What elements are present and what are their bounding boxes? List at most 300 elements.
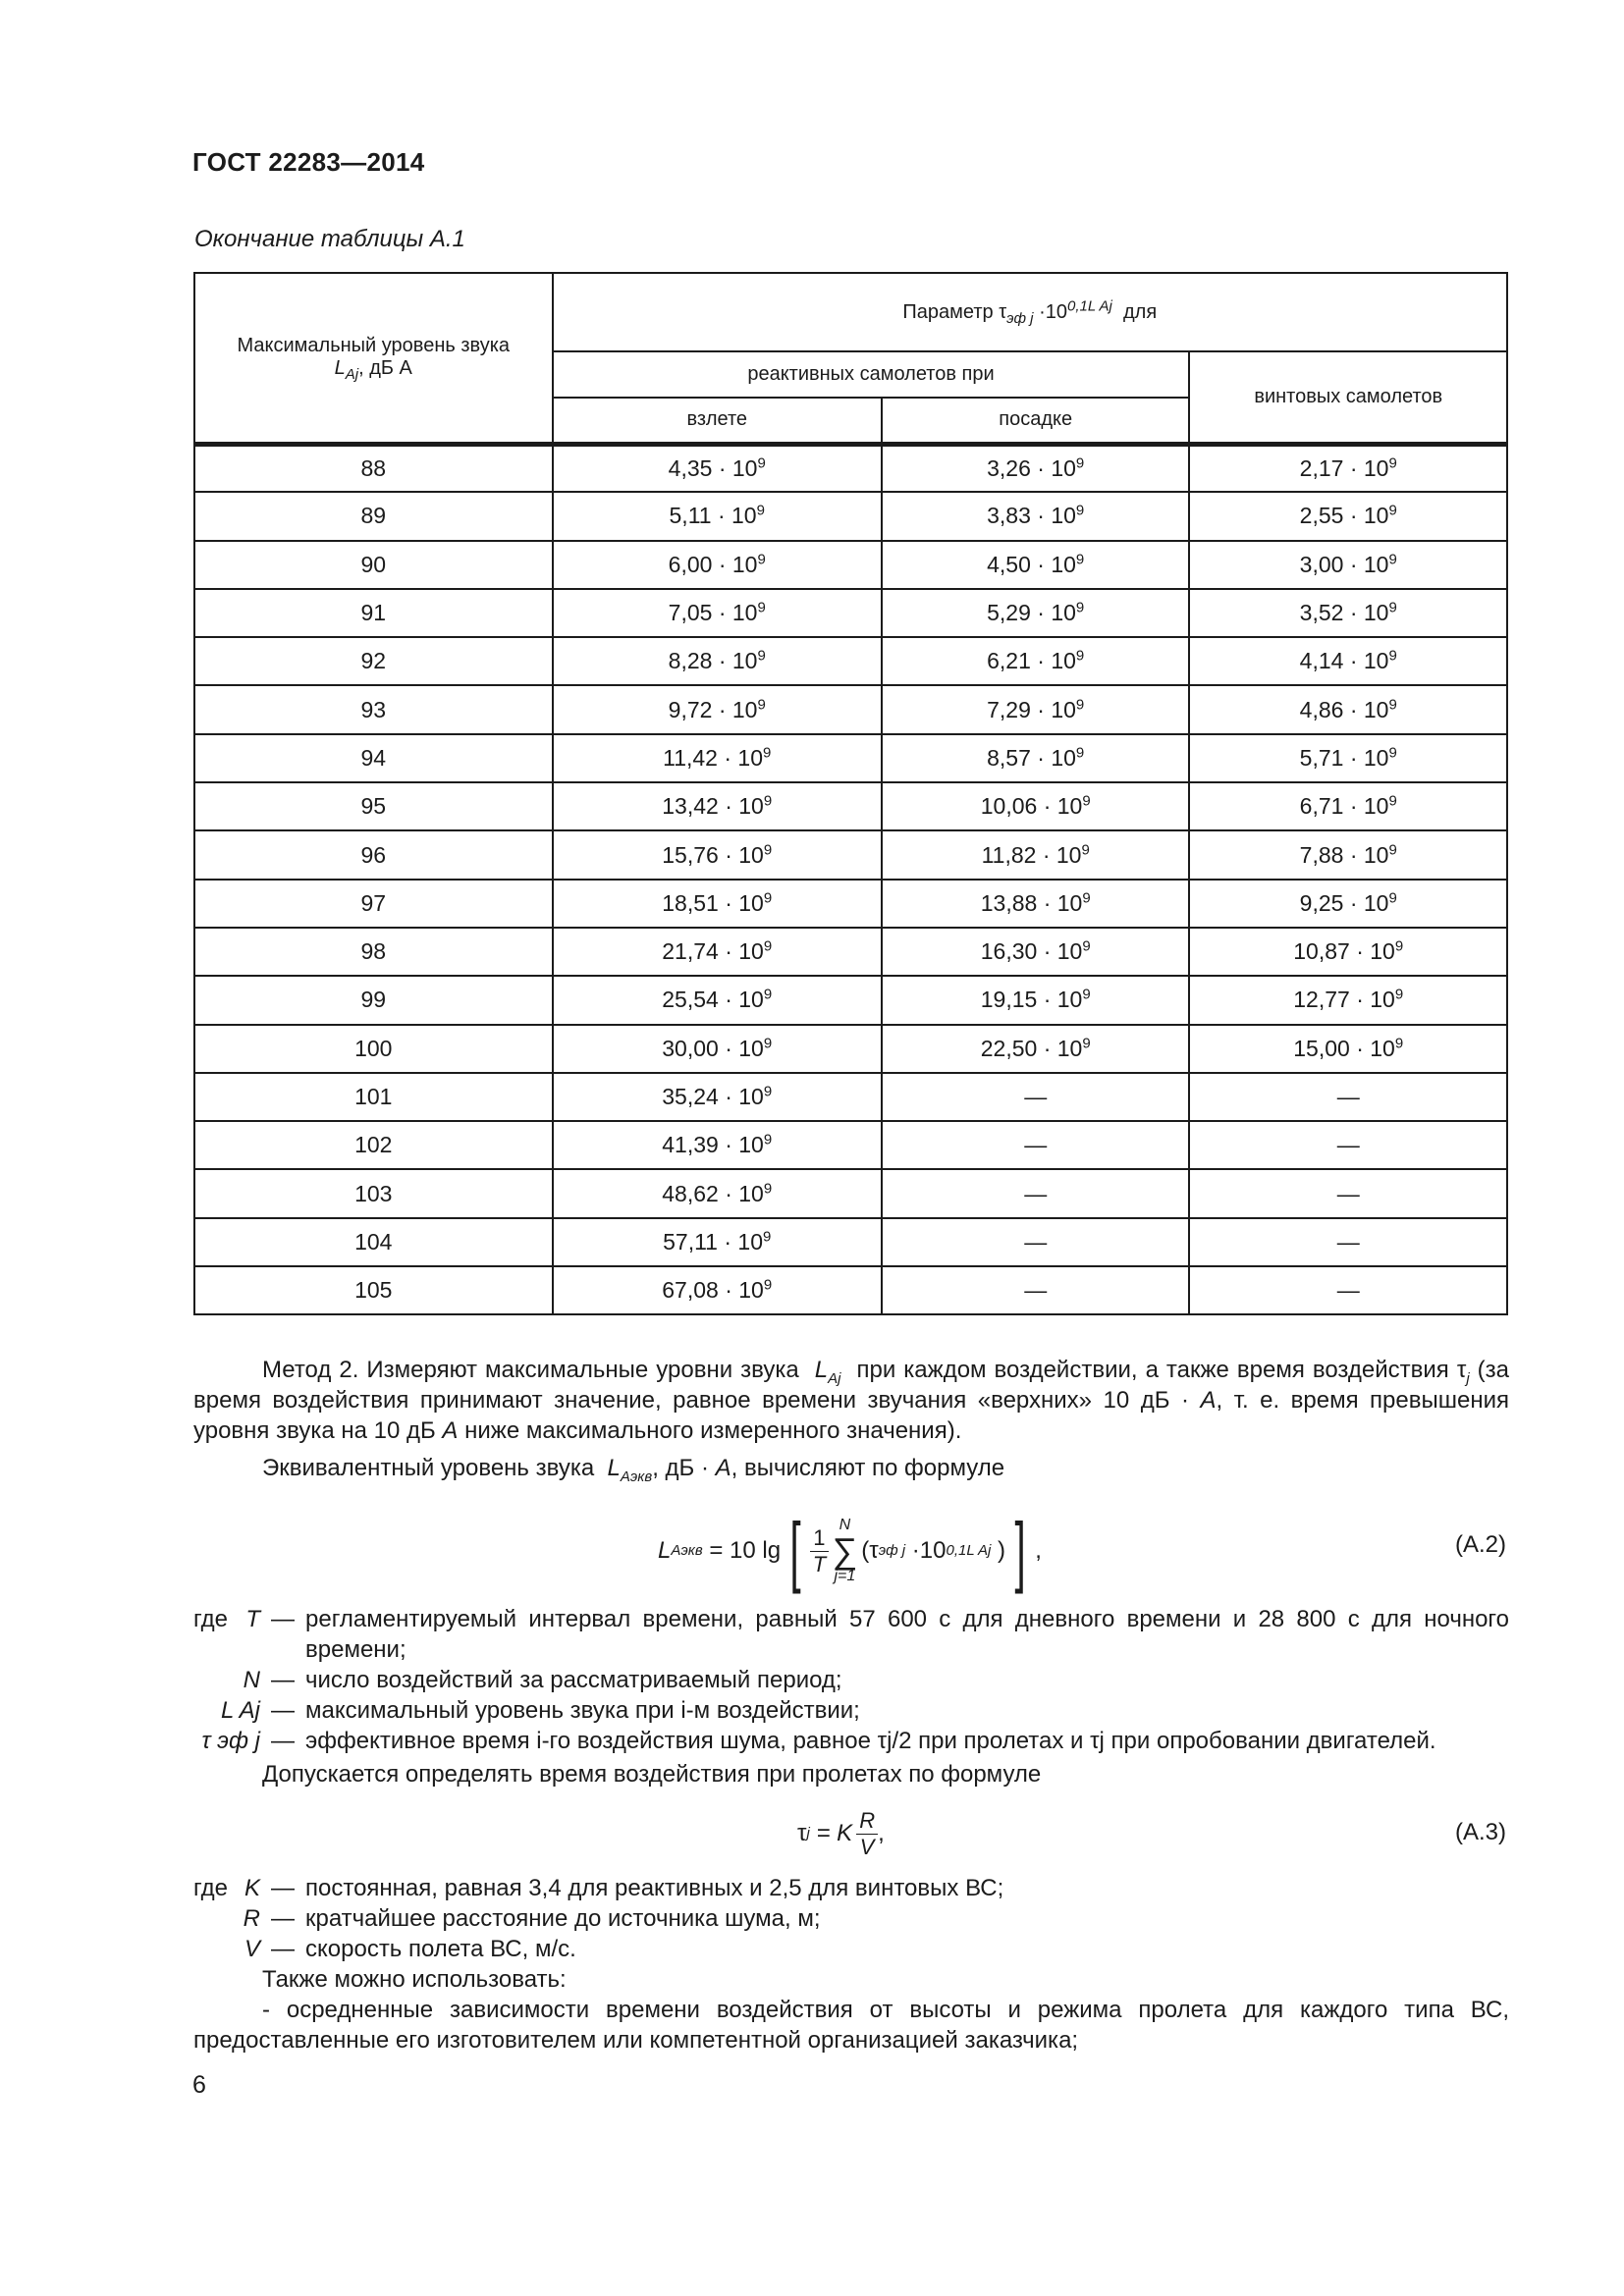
cell-takeoff — [553, 1025, 882, 1073]
cell-landing-exp-base: · 10 — [1037, 503, 1076, 529]
formula-a2-lhs: L — [658, 1537, 672, 1564]
cell-prop-exp-power: 9 — [1388, 502, 1397, 519]
cell-landing-value: 5,29 — [987, 600, 1031, 626]
header-prop: винтовых самолетов — [1189, 351, 1507, 444]
cell-takeoff — [553, 928, 882, 976]
definition-symbol: V — [244, 1936, 260, 1962]
cell-level-value: 103 — [354, 1180, 393, 1206]
header-parameter — [553, 273, 1507, 351]
cell-level — [194, 492, 553, 540]
cell-takeoff-exp-base: · 10 — [718, 600, 758, 626]
cell-landing-value: — — [1024, 1228, 1048, 1255]
table-row — [194, 1121, 1507, 1169]
cell-takeoff-exp-base: · 10 — [717, 503, 757, 529]
definitions-list-1 — [193, 1604, 1509, 1756]
cell-landing — [882, 782, 1190, 830]
cell-landing-exp-power: 9 — [1075, 454, 1085, 472]
header-max-level-symbol: L — [334, 357, 346, 380]
cell-prop-exp-power: 9 — [1394, 1035, 1404, 1052]
cell-landing — [882, 734, 1190, 782]
definition-text: постоянная, равная 3,4 для реактивных и 2,5 для винтовых ВС; — [305, 1875, 1004, 1901]
formula-a3-frac-num: R — [856, 1810, 878, 1835]
header-max-level-label: Максимальный уровень звука — [237, 335, 511, 357]
cell-prop-value: — — [1336, 1180, 1360, 1206]
definition-row-L — [193, 1695, 1509, 1726]
definition-dash: — — [271, 1936, 295, 1962]
cell-prop-value: 4,14 — [1299, 648, 1344, 674]
cell-landing-exp-base: · 10 — [1043, 793, 1083, 820]
equiv-text-a: Эквивалентный уровень звука — [262, 1455, 595, 1481]
cell-level — [194, 1169, 553, 1217]
cell-level-value: 89 — [360, 503, 387, 529]
cell-takeoff-exp-base: · 10 — [725, 1084, 764, 1109]
cell-takeoff-exp-power: 9 — [763, 744, 772, 762]
definition-text: эффективное время i-го воздействия шума, равное τj/2 при пролетах и τj при опробовании двигателей. — [305, 1728, 1436, 1754]
formula-a2-frac-num: 1 — [810, 1527, 828, 1552]
cell-level-value: 98 — [360, 938, 387, 965]
cell-prop — [1189, 1218, 1507, 1266]
cell-takeoff-exp-power: 9 — [763, 1276, 773, 1294]
cell-landing-exp-power: 9 — [1075, 599, 1085, 616]
cell-prop — [1189, 1169, 1507, 1217]
header-max-level-subscript: Aj — [345, 366, 359, 384]
method2-text-e: ниже максимального измеренного значения). — [464, 1417, 962, 1444]
table-row — [194, 976, 1507, 1024]
cell-landing-exp-power: 9 — [1082, 1035, 1091, 1052]
cell-level-value: 101 — [354, 1084, 393, 1109]
cell-level — [194, 1218, 553, 1266]
cell-takeoff — [553, 637, 882, 685]
cell-takeoff-exp-base: · 10 — [725, 1132, 764, 1158]
cell-landing — [882, 1073, 1190, 1121]
cell-takeoff — [553, 976, 882, 1024]
cell-prop-exp-power: 9 — [1388, 792, 1397, 810]
header-parameter-exponent: 0,1L Aj — [1066, 296, 1112, 314]
cell-level-value: 97 — [360, 889, 387, 916]
cell-takeoff-value: 67,08 — [662, 1277, 719, 1304]
formula-a2-eq: = 10 lg — [709, 1537, 782, 1564]
cell-level — [194, 928, 553, 976]
method2-symbol-L-subscript: Aj — [828, 1369, 841, 1387]
definition-symbol: K — [244, 1875, 260, 1901]
cell-landing — [882, 492, 1190, 540]
cell-landing — [882, 444, 1190, 492]
formula-a2-sum-bottom: j=1 — [834, 1568, 856, 1584]
header-landing: посадке — [882, 398, 1190, 444]
cell-prop-exp-power: 9 — [1388, 695, 1397, 713]
cell-landing-value: 4,50 — [987, 551, 1031, 577]
definition-text: скорость полета ВС, м/с. — [305, 1936, 576, 1962]
cell-level-value: 88 — [360, 454, 387, 481]
cell-prop-value: — — [1336, 1277, 1360, 1304]
cell-landing-value: 22,50 — [980, 1035, 1038, 1061]
formula-a2-right-bracket: ] — [1014, 1507, 1026, 1594]
cell-takeoff — [553, 444, 882, 492]
cell-landing — [882, 1218, 1190, 1266]
formula-a3-lhs: τ — [797, 1820, 807, 1846]
cell-takeoff-exp-power: 9 — [763, 937, 773, 955]
equivalent-level-paragraph — [193, 1453, 1509, 1483]
table-row — [194, 1025, 1507, 1073]
cell-takeoff-value: 8,28 — [668, 648, 713, 674]
cell-prop-value: 3,52 — [1299, 600, 1344, 626]
cell-prop — [1189, 1121, 1507, 1169]
cell-takeoff-exp-base: · 10 — [724, 1228, 764, 1255]
cell-prop-value: 6,71 — [1299, 793, 1344, 820]
cell-takeoff-exp-power: 9 — [763, 1083, 773, 1100]
method2-text-c: (за время воздействия принимают значение, равное времени звучания «верхних» 10 дБ · — [193, 1357, 1510, 1414]
equiv-A: А — [715, 1455, 731, 1481]
formula-a2-sum-top: N — [839, 1517, 851, 1533]
cell-level — [194, 1073, 553, 1121]
cell-prop-value: 10,87 — [1293, 938, 1350, 965]
cell-prop-exp-base: · 10 — [1349, 744, 1389, 771]
equiv-text-b: , дБ · — [652, 1455, 709, 1481]
header-parameter-suffix: для — [1122, 300, 1158, 323]
table-row — [194, 589, 1507, 637]
formula-a2-left-bracket: [ — [789, 1507, 801, 1594]
method2-text-a: Метод 2. Измеряют максимальные уровни звука — [262, 1357, 799, 1383]
table-row — [194, 734, 1507, 782]
cell-takeoff — [553, 1073, 882, 1121]
cell-landing-exp-power: 9 — [1075, 647, 1085, 665]
cell-takeoff — [553, 734, 882, 782]
cell-takeoff-exp-power: 9 — [757, 454, 766, 472]
definitions-list-2 — [193, 1873, 1509, 1964]
definition-dash: — — [271, 1667, 295, 1693]
cell-takeoff-exp-power: 9 — [763, 1131, 773, 1148]
cell-landing-exp-base: · 10 — [1043, 938, 1083, 965]
cell-landing-exp-base: · 10 — [1037, 600, 1076, 626]
cell-takeoff-exp-base: · 10 — [718, 696, 758, 722]
cell-landing-value: 19,15 — [980, 987, 1038, 1013]
cell-landing-value: 8,57 — [987, 744, 1031, 771]
cell-level — [194, 976, 553, 1024]
cell-prop — [1189, 589, 1507, 637]
cell-takeoff-exp-power: 9 — [757, 599, 766, 616]
cell-takeoff-exp-base: · 10 — [725, 938, 764, 965]
header-parameter-tau: τ — [999, 300, 1007, 323]
definition-row-N — [193, 1665, 1509, 1695]
cell-level-value: 96 — [360, 841, 387, 868]
table-row — [194, 928, 1507, 976]
cell-landing-exp-power: 9 — [1082, 889, 1091, 907]
cell-prop-exp-base: · 10 — [1349, 696, 1389, 722]
cell-prop-exp-power: 9 — [1388, 551, 1397, 568]
cell-takeoff-exp-base: · 10 — [718, 648, 758, 674]
table-row — [194, 541, 1507, 589]
cell-prop-value: 7,88 — [1299, 841, 1344, 868]
cell-takeoff — [553, 830, 882, 879]
cell-level — [194, 782, 553, 830]
cell-takeoff-exp-base: · 10 — [725, 793, 764, 820]
cell-takeoff-exp-power: 9 — [763, 1035, 773, 1052]
cell-prop-value: 5,71 — [1299, 744, 1344, 771]
header-parameter-mult: ·10 — [1039, 300, 1067, 323]
cell-takeoff-exp-base: · 10 — [725, 1035, 764, 1061]
cell-landing-exp-power: 9 — [1075, 695, 1085, 713]
cell-takeoff-exp-base: · 10 — [718, 454, 758, 481]
cell-prop — [1189, 928, 1507, 976]
cell-takeoff — [553, 541, 882, 589]
cell-takeoff — [553, 1121, 882, 1169]
cell-landing-exp-base: · 10 — [1037, 454, 1076, 481]
definition-dash: — — [271, 1697, 295, 1724]
cell-level-value: 102 — [354, 1132, 393, 1158]
cell-landing — [882, 637, 1190, 685]
cell-takeoff-exp-base: · 10 — [725, 841, 764, 868]
cell-prop-exp-base: · 10 — [1349, 841, 1389, 868]
cell-prop — [1189, 1073, 1507, 1121]
method2-tau-subscript: j — [1466, 1369, 1470, 1387]
cell-prop-exp-base: · 10 — [1349, 889, 1389, 916]
definition-text: максимальный уровень звука при i-м воздействии; — [305, 1697, 860, 1724]
cell-prop-value: 9,25 — [1299, 889, 1344, 916]
cell-prop-exp-base: · 10 — [1356, 938, 1395, 965]
table-row — [194, 1073, 1507, 1121]
cell-takeoff-exp-power: 9 — [763, 1179, 773, 1197]
cell-prop-value: 2,17 — [1299, 454, 1344, 481]
formula-a3-tail: , — [878, 1820, 885, 1846]
formula-a2-close: ) — [998, 1537, 1006, 1564]
cell-level-value: 92 — [360, 648, 387, 674]
cell-prop — [1189, 1025, 1507, 1073]
cell-prop-exp-base: · 10 — [1349, 648, 1389, 674]
cell-landing-value: 13,88 — [980, 889, 1038, 916]
cell-landing — [882, 1169, 1190, 1217]
cell-takeoff-exp-power: 9 — [763, 1228, 772, 1246]
cell-prop — [1189, 541, 1507, 589]
cell-prop-exp-power: 9 — [1388, 840, 1397, 858]
cell-takeoff-exp-base: · 10 — [724, 744, 764, 771]
cell-landing-exp-power: 9 — [1082, 986, 1091, 1003]
cell-landing — [882, 830, 1190, 879]
cell-takeoff-exp-base: · 10 — [718, 551, 758, 577]
cell-takeoff — [553, 1169, 882, 1217]
cell-level — [194, 830, 553, 879]
cell-landing-value: — — [1024, 1132, 1048, 1158]
cell-takeoff-value: 5,11 — [669, 503, 712, 529]
cell-prop-exp-power: 9 — [1388, 454, 1397, 472]
definitions-where-label: где — [193, 1606, 229, 1632]
cell-level-value: 105 — [354, 1277, 393, 1304]
cell-landing — [882, 1025, 1190, 1073]
cell-takeoff-value: 48,62 — [662, 1180, 719, 1206]
cell-level — [194, 637, 553, 685]
cell-takeoff-exp-base: · 10 — [725, 1180, 764, 1206]
cell-level — [194, 1025, 553, 1073]
cell-landing — [882, 685, 1190, 733]
cell-prop-exp-base: · 10 — [1356, 1035, 1395, 1061]
cell-prop — [1189, 444, 1507, 492]
cell-prop-value: 4,86 — [1299, 696, 1344, 722]
cell-landing-value: 6,21 — [987, 648, 1031, 674]
cell-prop-value: — — [1336, 1084, 1360, 1109]
cell-landing-exp-power: 9 — [1075, 744, 1085, 762]
definitions-where-label: где — [193, 1875, 229, 1901]
cell-takeoff-exp-power: 9 — [756, 502, 765, 519]
cell-landing — [882, 1121, 1190, 1169]
cell-takeoff-value: 41,39 — [662, 1132, 719, 1158]
formula-a2-mult: ·10 — [911, 1537, 947, 1564]
cell-prop-value: 15,00 — [1293, 1035, 1350, 1061]
cell-landing — [882, 976, 1190, 1024]
cell-takeoff-value: 4,35 — [668, 454, 713, 481]
cell-prop-exp-power: 9 — [1388, 647, 1397, 665]
method2-text-b: при каждом воздействии, а также время воздействия — [856, 1357, 1449, 1383]
cell-takeoff-exp-power: 9 — [763, 840, 773, 858]
cell-takeoff-exp-base: · 10 — [725, 889, 764, 916]
cell-prop — [1189, 782, 1507, 830]
cell-level — [194, 734, 553, 782]
cell-prop-value: 12,77 — [1293, 987, 1350, 1013]
definition-symbol: T — [245, 1606, 260, 1632]
cell-takeoff-value: 25,54 — [662, 987, 719, 1013]
cell-takeoff-value: 9,72 — [668, 696, 713, 722]
header-parameter-tau-subscript: эф j — [1006, 309, 1034, 327]
cell-landing-exp-base: · 10 — [1037, 696, 1076, 722]
method2-A2: А — [442, 1417, 459, 1444]
cell-prop-value: — — [1336, 1132, 1360, 1158]
table-row — [194, 1169, 1507, 1217]
cell-takeoff-exp-power: 9 — [763, 889, 773, 907]
cell-takeoff — [553, 1218, 882, 1266]
cell-prop-exp-base: · 10 — [1349, 503, 1389, 529]
cell-prop — [1189, 734, 1507, 782]
cell-takeoff-exp-power: 9 — [757, 695, 766, 713]
table-row — [194, 782, 1507, 830]
cell-takeoff-value: 11,42 — [663, 744, 718, 771]
cell-takeoff-value: 15,76 — [662, 841, 719, 868]
table-caption: Окончание таблицы А.1 — [194, 226, 465, 252]
table-row — [194, 830, 1507, 879]
cell-landing-value: 3,83 — [987, 503, 1031, 529]
cell-takeoff-value: 35,24 — [662, 1084, 719, 1109]
formula-a2: L Aэкв = 10 lg [ $\frac{1}{T}$ N ∑ j=1 (τ эф j ·10 0,1L Aj ) ] , — [658, 1507, 1042, 1594]
definition-symbol: N — [243, 1667, 260, 1693]
also-paragraph: Также можно использовать: — [262, 1966, 567, 1993]
cell-landing-exp-power: 9 — [1081, 840, 1090, 858]
cell-landing-exp-power: 9 — [1082, 792, 1091, 810]
method2-text-d: , т. е. время превышения уровня звука на 10 дБ — [193, 1387, 1510, 1444]
cell-landing-exp-base: · 10 — [1043, 987, 1083, 1013]
definition-dash: — — [271, 1728, 295, 1754]
table-row — [194, 444, 1507, 492]
cell-level-value: 99 — [360, 987, 387, 1013]
table-row — [194, 1218, 1507, 1266]
formula-a2-sigma: ∑ — [832, 1530, 858, 1571]
table-row — [194, 685, 1507, 733]
cell-landing-exp-power: 9 — [1075, 502, 1085, 519]
cell-prop-exp-power: 9 — [1394, 986, 1404, 1003]
cell-landing-value: — — [1024, 1084, 1048, 1109]
equiv-text-c: , вычисляют по формуле — [731, 1455, 1005, 1481]
cell-prop-value: 2,55 — [1299, 503, 1344, 529]
definition-dash: — — [271, 1905, 295, 1932]
cell-takeoff-exp-base: · 10 — [725, 1277, 764, 1304]
definition-row-tau — [193, 1726, 1509, 1756]
cell-takeoff — [553, 782, 882, 830]
definition-text: число воздействий за рассматриваемый период; — [305, 1667, 842, 1693]
cell-level-value: 94 — [360, 744, 387, 771]
table-row — [194, 492, 1507, 540]
cell-prop-exp-power: 9 — [1388, 744, 1397, 762]
cell-landing-value: 7,29 — [987, 696, 1031, 722]
header-max-level-unit: , дБ А — [358, 357, 412, 380]
cell-level — [194, 541, 553, 589]
cell-level — [194, 589, 553, 637]
formula-a3-number: (А.3) — [1455, 1819, 1507, 1845]
equiv-symbol-L-subscript: Aэкв — [620, 1468, 653, 1485]
cell-level — [194, 880, 553, 928]
cell-landing-exp-base: · 10 — [1043, 1035, 1083, 1061]
definition-dash: — — [271, 1875, 295, 1901]
cell-prop-exp-power: 9 — [1388, 889, 1397, 907]
formula-a2-body: (τ — [861, 1537, 879, 1564]
definition-dash: — — [271, 1606, 295, 1632]
definition-symbol: L Aj — [220, 1697, 260, 1724]
cell-takeoff-exp-power: 9 — [757, 647, 766, 665]
cell-takeoff-exp-base: · 10 — [725, 987, 764, 1013]
cell-level — [194, 1266, 553, 1314]
cell-landing — [882, 880, 1190, 928]
cell-level — [194, 444, 553, 492]
cell-takeoff-value: 30,00 — [662, 1035, 719, 1061]
method2-A: А — [1200, 1387, 1217, 1414]
header-max-level — [194, 273, 553, 444]
cell-landing-value: 16,30 — [980, 938, 1038, 965]
cell-landing-value: 3,26 — [987, 454, 1031, 481]
cell-landing — [882, 1266, 1190, 1314]
cell-landing-exp-base: · 10 — [1037, 551, 1076, 577]
cell-prop-exp-power: 9 — [1394, 937, 1404, 955]
cell-prop-exp-power: 9 — [1388, 599, 1397, 616]
cell-prop — [1189, 976, 1507, 1024]
header-takeoff: взлете — [553, 398, 882, 444]
cell-takeoff-value: 6,00 — [668, 551, 713, 577]
formula-a2-fraction — [810, 1524, 828, 1576]
cell-landing-exp-base: · 10 — [1043, 889, 1083, 916]
cell-landing-value: — — [1024, 1277, 1048, 1304]
formula-a2-tail: , — [1035, 1537, 1042, 1564]
cell-takeoff-value: 7,05 — [668, 600, 713, 626]
cell-prop — [1189, 685, 1507, 733]
formula-a3-fraction — [856, 1807, 878, 1859]
cell-prop-exp-base: · 10 — [1349, 454, 1389, 481]
cell-takeoff-exp-power: 9 — [757, 551, 766, 568]
equiv-symbol-L: L — [607, 1455, 621, 1481]
cell-level-value: 90 — [360, 551, 387, 577]
cell-prop-exp-base: · 10 — [1349, 551, 1389, 577]
header-jet: реактивных самолетов при — [553, 351, 1190, 398]
cell-takeoff — [553, 492, 882, 540]
data-table — [193, 272, 1508, 1315]
cell-landing-exp-power: 9 — [1075, 551, 1085, 568]
cell-prop — [1189, 492, 1507, 540]
definition-text: регламентируемый интервал времени, равный 57 600 с для дневного времени и 28 800 с для ночного времени; — [305, 1606, 1509, 1663]
cell-takeoff-value: 13,42 — [662, 793, 719, 820]
cell-level — [194, 685, 553, 733]
cell-takeoff — [553, 1266, 882, 1314]
method2-symbol-L: L — [814, 1357, 829, 1383]
method2-paragraph — [193, 1355, 1509, 1446]
definition-row-V — [193, 1934, 1509, 1964]
bullet-paragraph: - осредненные зависимости времени воздействия от высоты и режима пролета для каждого типа ВС, предоставленные его изготовителем или компетентной организацией заказчика; — [193, 1997, 1509, 2054]
cell-prop — [1189, 880, 1507, 928]
cell-takeoff — [553, 589, 882, 637]
definition-row-R — [193, 1903, 1509, 1934]
cell-level-value: 104 — [354, 1228, 393, 1255]
